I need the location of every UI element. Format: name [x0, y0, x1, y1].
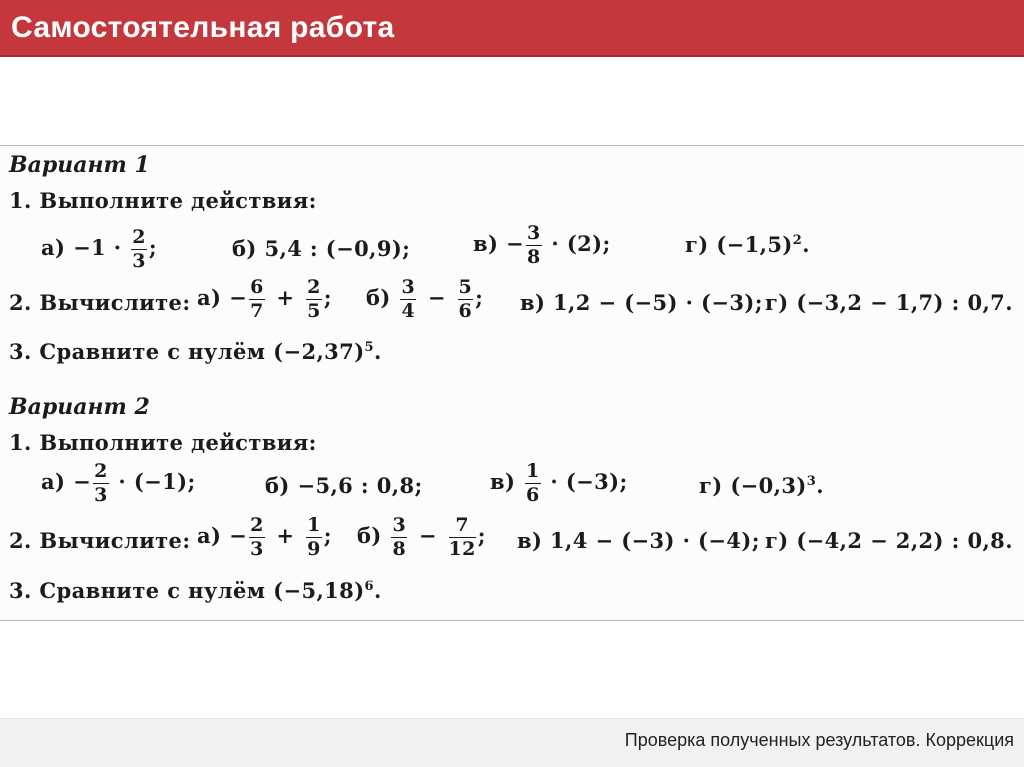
title-bar — [0, 0, 1024, 57]
numerator: 7 — [449, 516, 476, 538]
expr-text: (−5,18) — [273, 578, 365, 603]
exponent: 3 — [806, 474, 817, 489]
denominator: 3 — [250, 538, 264, 560]
page-title: Самостоятельная работа — [11, 11, 395, 44]
numerator: 2 — [250, 514, 264, 536]
v2-task1-g — [699, 473, 824, 498]
v2-task1-row — [9, 460, 1009, 510]
expr-text: 1,2 − (−5) · (−3); — [553, 290, 763, 315]
item-letter: в) — [517, 528, 543, 553]
numerator: 1 — [307, 514, 321, 536]
item-letter: г) — [685, 232, 709, 257]
expr-text: . — [373, 339, 382, 364]
v1-task2-v — [520, 290, 763, 315]
denominator: 3 — [132, 250, 146, 272]
v2-task2-g — [765, 528, 1013, 553]
item-letter: г) — [765, 528, 789, 553]
expr-text: − — [73, 469, 92, 494]
fraction — [306, 278, 322, 321]
variant-1-heading: Вариант 1 — [9, 152, 150, 178]
fraction — [391, 516, 407, 559]
item-letter: б) — [357, 523, 382, 548]
denominator: 3 — [94, 484, 108, 506]
numerator: 2 — [94, 460, 108, 482]
denominator: 5 — [307, 300, 321, 322]
v2-task2-row — [9, 514, 1013, 570]
denominator: 6 — [526, 484, 540, 506]
v1-task1-a — [41, 228, 157, 271]
v1-task2-label: 2. Вычислите: — [9, 290, 191, 315]
expr-text: (−3,2 − 1,7) : 0,7. — [796, 290, 1013, 315]
footer-caption: Проверка полученных результатов. Коррекция — [624, 730, 1014, 750]
v1-task1-v — [473, 224, 611, 267]
expr-text: · (2); — [551, 231, 611, 256]
task-label: 3. Сравните с нулём — [9, 339, 266, 364]
denominator: 6 — [458, 300, 473, 322]
numerator: 2 — [307, 276, 321, 298]
numerator: 2 — [132, 226, 146, 248]
expr-text: 5,4 : (−0,9); — [264, 236, 411, 261]
denominator: 9 — [307, 538, 321, 560]
v2-task2-v — [517, 528, 760, 553]
expr-text: 1,4 − (−3) · (−4); — [550, 528, 760, 553]
expr-text: −5,6 : 0,8; — [297, 473, 423, 498]
item-letter: г) — [699, 473, 723, 498]
footer-bar — [0, 718, 1024, 767]
v2-task3 — [9, 578, 382, 603]
numerator: 3 — [527, 222, 541, 244]
fraction — [131, 228, 147, 271]
denominator: 8 — [392, 538, 407, 560]
expr-text: ; — [323, 523, 332, 548]
v1-task1-g — [685, 232, 810, 257]
expr-text: · (−3); — [550, 469, 628, 494]
fraction — [525, 462, 541, 505]
v2-task2-label: 2. Вычислите: — [9, 528, 191, 553]
task-label: 3. Сравните с нулём — [9, 578, 266, 603]
exponent: 2 — [792, 233, 803, 248]
expr-text: − — [229, 285, 248, 310]
v2-task1-b — [265, 473, 423, 498]
numerator: 6 — [250, 276, 264, 298]
v1-task1-row — [9, 220, 1009, 270]
v1-task1-label: 1. Выполните действия: — [9, 188, 317, 213]
fraction — [526, 224, 542, 267]
item-letter: в) — [473, 231, 499, 256]
v2-task1-v — [490, 462, 628, 505]
expr-text: ; — [477, 523, 486, 548]
numerator: 5 — [458, 276, 473, 298]
expr-text: (−4,2 − 2,2) : 0,8. — [796, 528, 1013, 553]
expr-text: − — [229, 523, 248, 548]
expr-text: ; — [323, 285, 332, 310]
expr-text: . — [816, 473, 824, 498]
operator: + — [276, 285, 295, 310]
fraction — [400, 278, 416, 321]
expr-text: . — [373, 578, 382, 603]
operator: − — [427, 285, 446, 310]
fraction — [306, 516, 322, 559]
exponent: 5 — [364, 340, 374, 355]
expr-text: (−0,3) — [730, 473, 807, 498]
denominator: 7 — [250, 300, 264, 322]
denominator: 12 — [448, 538, 476, 560]
v1-task2-row — [9, 276, 1013, 332]
item-letter: б) — [265, 473, 290, 498]
item-letter: а) — [41, 235, 66, 260]
fraction — [249, 516, 265, 559]
fraction — [449, 516, 476, 559]
expr-text: ; — [148, 235, 157, 260]
title-strip — [0, 55, 1024, 57]
v2-task1-label: 1. Выполните действия: — [9, 430, 317, 455]
item-letter: в) — [490, 469, 516, 494]
denominator: 8 — [527, 246, 541, 268]
worksheet-scan — [0, 145, 1024, 621]
exponent: 6 — [364, 579, 374, 594]
item-letter: б) — [232, 236, 257, 261]
variant-2-heading: Вариант 2 — [9, 394, 150, 420]
numerator: 1 — [526, 460, 540, 482]
v2-task2-b — [357, 516, 486, 559]
operator: + — [276, 523, 295, 548]
v1-task2-a — [197, 278, 332, 321]
expr-text: . — [802, 232, 810, 257]
v1-task2-b — [366, 278, 483, 321]
item-letter: а) — [197, 523, 222, 548]
v1-task3 — [9, 339, 382, 364]
fraction — [458, 278, 474, 321]
operator: − — [418, 523, 437, 548]
expr-text: (−2,37) — [273, 339, 365, 364]
numerator: 3 — [392, 514, 407, 536]
item-letter: а) — [197, 285, 222, 310]
numerator: 3 — [401, 276, 416, 298]
v2-task2-a — [197, 516, 332, 559]
expr-text: · (−1); — [118, 469, 196, 494]
item-letter: б) — [366, 285, 391, 310]
expr-text: ; — [475, 285, 484, 310]
item-letter: г) — [765, 290, 789, 315]
v2-task1-a — [41, 462, 196, 505]
v1-task2-g — [765, 290, 1013, 315]
item-letter: а) — [41, 469, 66, 494]
fraction — [93, 462, 109, 505]
expr-text: (−1,5) — [716, 232, 793, 257]
denominator: 4 — [401, 300, 416, 322]
item-letter: в) — [520, 290, 546, 315]
fraction — [249, 278, 265, 321]
expr-text: − — [506, 231, 525, 256]
v1-task1-b — [232, 236, 410, 261]
expr-text: −1 · — [73, 235, 122, 260]
